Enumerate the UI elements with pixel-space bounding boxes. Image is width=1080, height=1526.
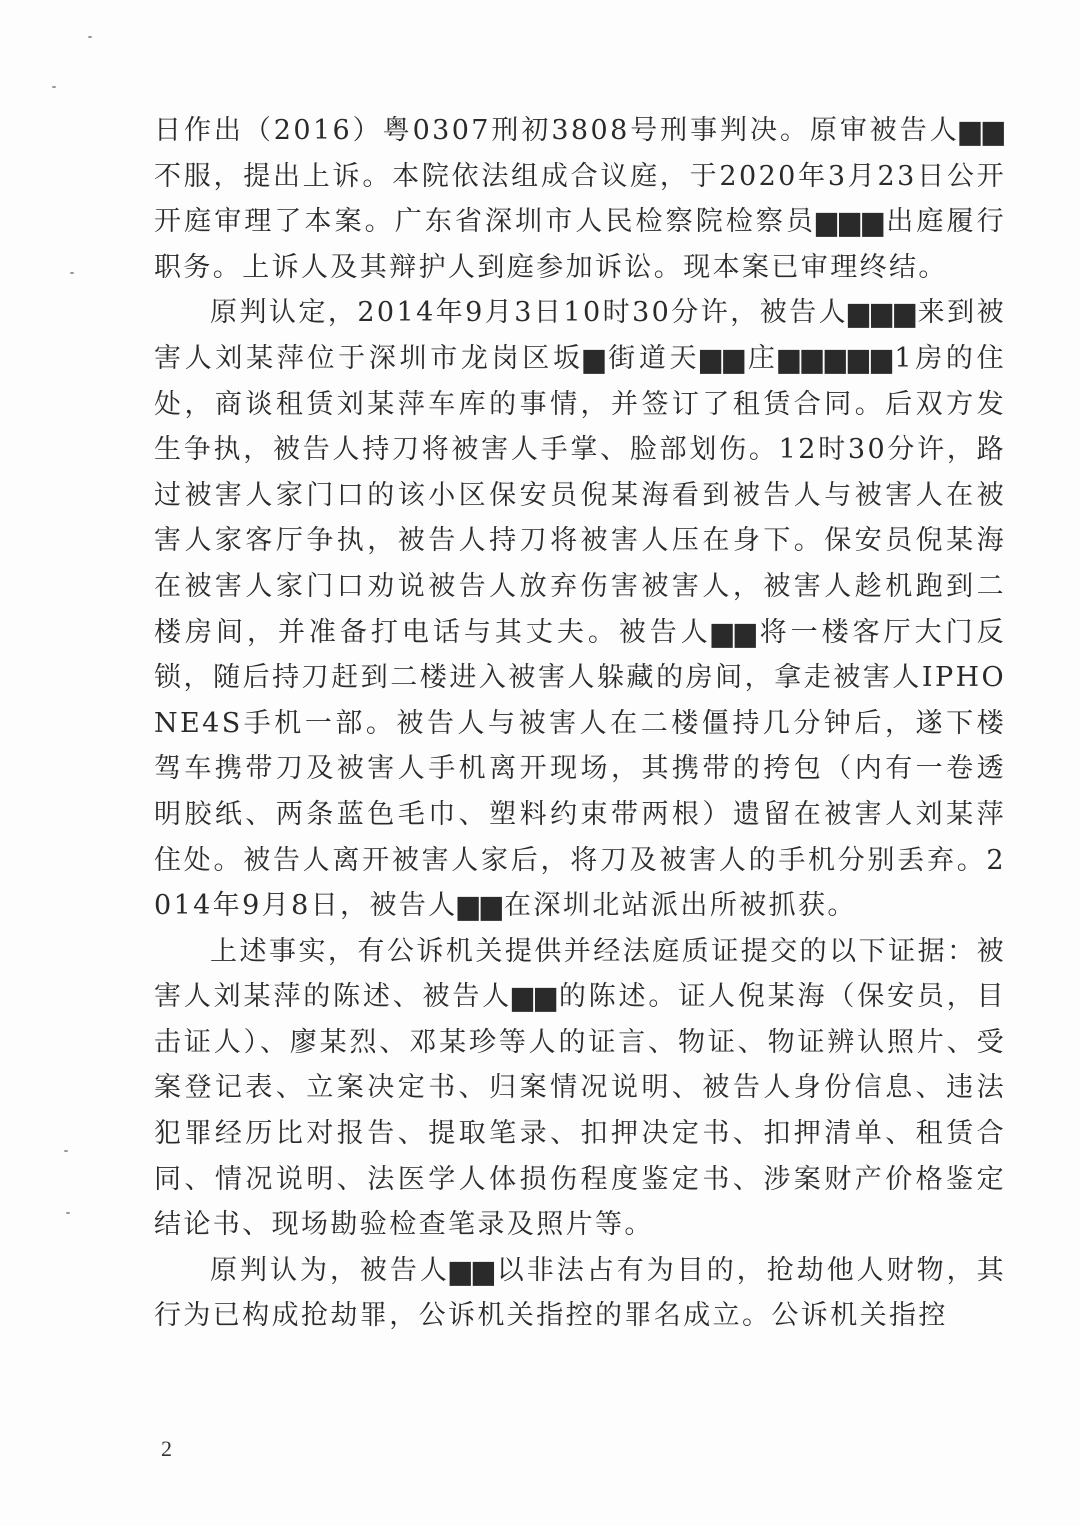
page-number: 2 [161,1436,172,1461]
judgment-text [154,108,1006,1339]
paragraph-ruling: 原判认为，被告人▆▆以非法占有为目的，抢劫他人财物，其行为已构成抢劫罪，公诉机关指控的罪名成立。公诉机关指控 [154,1254,1006,1332]
paragraph-facts: 原判认定，2014年9月3日10时30分许，被告人▆▆▆来到被害人刘某萍位于深圳市龙岗区坂▆街道天▆▆庄▆▆▆▆▆1房的住处，商谈租赁刘某萍车库的事情，并签订了租赁合同。后双方发生争执，被告人持刀将被害人手掌、脸部划伤。12时30分许，路过被害人家门口的该小区保安员倪某海看到被告人与被害人在被害人家客厅争执，被告人持刀将被害人压在身下。保安员倪某海在被害人家门口劝说被告人放弃伤害被害人，被害人趁机跑到二楼房间，并准备打电话与其丈夫。被告人▆▆将一楼客厅大门反锁，随后持刀赶到二楼进入被害人躲藏的房间，拿走被害人IPHONE4S手机一部。被告人与被害人在二楼僵持几分钟后，遂下楼驾车携带刀及被害人手机离开现场，其携带的挎包（内有一卷透明胶纸、两条蓝色毛巾、塑料约束带两根）遗留在被害人刘某萍住处。被告人离开被害人家后，将刀及被害人的手机分别丢弃。2014年9月8日，被告人▆▆在深圳北站派出所被抓获。 [154,297,1006,922]
scan-speck [88,36,92,38]
scan-speck [52,86,56,88]
paragraph-procedure: 日作出（2016）粤0307刑初3808号刑事判决。原审被告人▆▆不服，提出上诉。本院依法组成合议庭，于2020年3月23日公开开庭审理了本案。广东省深圳市人民检察院检察员▆▆▆出庭履行职务。上诉人及其辩护人到庭参加诉讼。现本案已审理终结。 [154,115,1006,283]
paragraph-evidence: 上述事实，有公诉机关提供并经法庭质证提交的以下证据：被害人刘某萍的陈述、被告人▆▆的陈述。证人倪某海（保安员，目击证人）、廖某烈、邓某珍等人的证言、物证、物证辨认照片、受案登记表、立案决定书、归案情况说明、被告人身份信息、违法犯罪经历比对报告、提取笔录、扣押决定书、扣押清单、租赁合同、情况说明、法医学人体损伤程度鉴定书、涉案财产价格鉴定结论书、现场勘验检查笔录及照片等。 [154,935,1006,1241]
scan-speck [70,272,74,274]
scan-speck [66,1212,70,1214]
scan-speck [64,1150,68,1152]
